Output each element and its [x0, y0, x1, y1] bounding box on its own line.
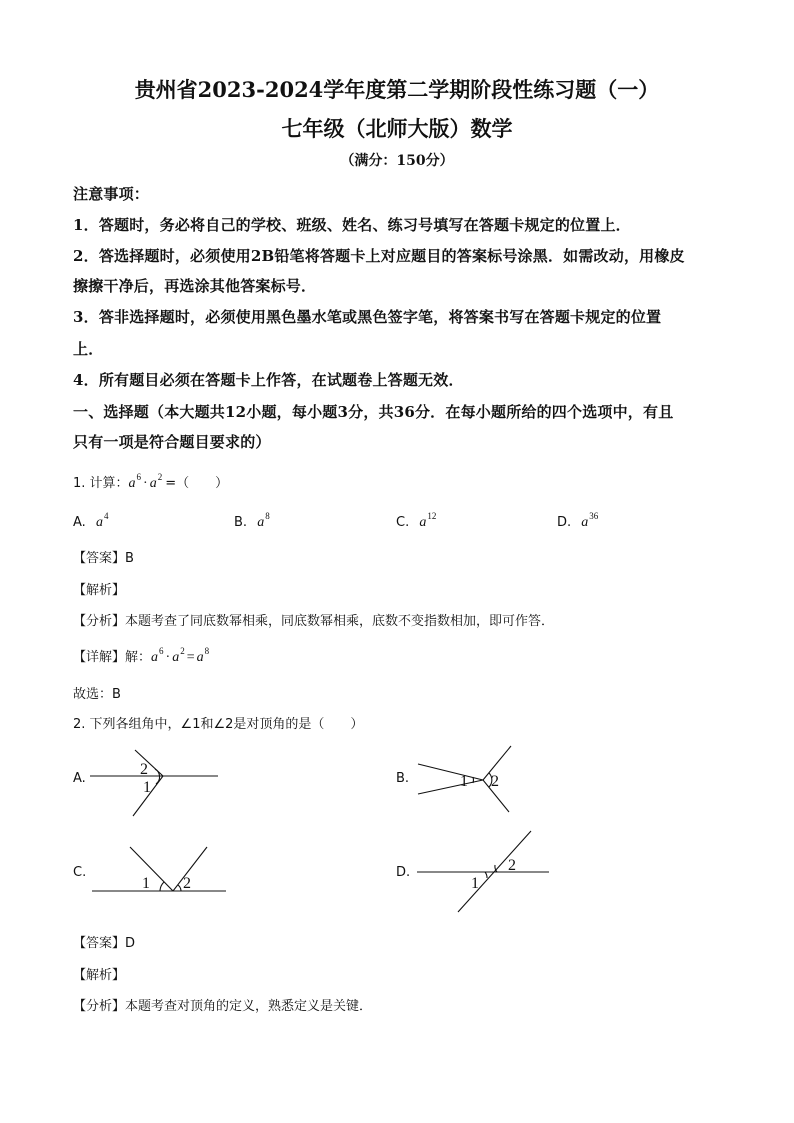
angle-2-arc [178, 885, 181, 891]
note-item-2-line-2: 擦擦干净后，再选涂其他答案标号． [73, 277, 317, 295]
question-2-analysis-tag: 【解析】 [73, 968, 126, 983]
page-title: 贵州省2023-2024学年度第二学期阶段性练习题（一） [134, 77, 660, 102]
note-item-1: 1．答题时，务必将自己的学校、班级、姓名、练习号填写在答题卡规定的位置上． [73, 216, 631, 234]
question-2-option-d-label[interactable]: D. [396, 865, 411, 880]
question-1-choice: 故选：B [73, 687, 121, 702]
question-1-option-c[interactable]: C. $a^{12}$ [396, 511, 437, 530]
question-2-option-b-figure[interactable] [415, 740, 525, 815]
question-1-fenxi: 【分析】本题考查了同底数幂相乘，同底数幂相乘，底数不变指数相加，即可作答． [73, 614, 555, 629]
question-1-analysis-tag: 【解析】 [73, 583, 126, 598]
question-2-answer: 【答案】D [73, 936, 136, 951]
angle-1-label: 1 [142, 875, 150, 892]
question-2-fenxi: 【分析】本题考查对顶角的定义，熟悉定义是关键． [73, 999, 373, 1014]
question-1-option-d[interactable]: D. $a^{36}$ [557, 511, 599, 530]
question-2-option-a-figure[interactable] [85, 748, 225, 820]
note-item-3-line-2: 上． [73, 340, 104, 358]
question-2-option-c-label[interactable]: C. [73, 865, 87, 880]
question-2-option-c-figure[interactable] [90, 845, 230, 897]
question-1-stem [73, 472, 228, 492]
notes-heading: 注意事项： [73, 185, 150, 203]
angle-1-arc [160, 882, 164, 891]
question-1-detail: 【详解】解：$a^6 \cdot a^2 = a^8$ [73, 646, 210, 665]
note-item-3-line-1: 3．答非选择题时，必须使用黑色墨水笔或黑色签字笔，将答案书写在答题卡规定的位置 [73, 308, 662, 326]
question-1-option-b[interactable]: B. $a^8$ [234, 511, 270, 530]
angle-2-label: 2 [183, 875, 191, 892]
full-score: （满分：150分） [340, 153, 454, 169]
question-2-option-b-label[interactable]: B. [396, 771, 410, 786]
question-1-suffix: =（ ） [165, 476, 229, 491]
question-2-option-d-figure[interactable] [415, 828, 555, 916]
question-1-option-a[interactable]: A. $a^4$ [73, 511, 109, 530]
question-1-answer: 【答案】B [73, 551, 134, 566]
question-1-expression: $a^6 \cdot a^2$ [128, 472, 163, 491]
note-item-2-line-1: 2．答选择题时，必须使用2B铅笔将答题卡上对应题目的答案标号涂黑．如需改动，用橡皮 [73, 247, 685, 265]
angle-1-label: 1 [143, 779, 151, 796]
angle-2-label: 2 [491, 773, 499, 790]
question-2-stem: 2. 下列各组角中，∠1和∠2是对顶角的是（ ） [73, 717, 364, 732]
angle-1-label: 1 [460, 773, 468, 790]
angle-1-arc [485, 872, 487, 878]
question-1-prefix: 1. 计算： [73, 476, 129, 491]
note-item-4: 4．所有题目必须在答题卡上作答，在试题卷上答题无效． [73, 371, 464, 389]
angle-2-label: 2 [140, 761, 148, 778]
page-subtitle: 七年级（北师大版）数学 [281, 116, 513, 141]
question-2-option-a-label[interactable]: A. [73, 771, 86, 786]
section-1-heading-line-2: 只有一项是符合题目要求的） [73, 433, 271, 451]
ray-left [130, 847, 173, 891]
section-1-heading-line-1: 一、选择题（本大题共12小题，每小题3分，共36分．在每小题所给的四个选项中，有且 [73, 403, 674, 421]
angle-2-label: 2 [508, 857, 516, 874]
angle-1-label: 1 [471, 875, 479, 892]
